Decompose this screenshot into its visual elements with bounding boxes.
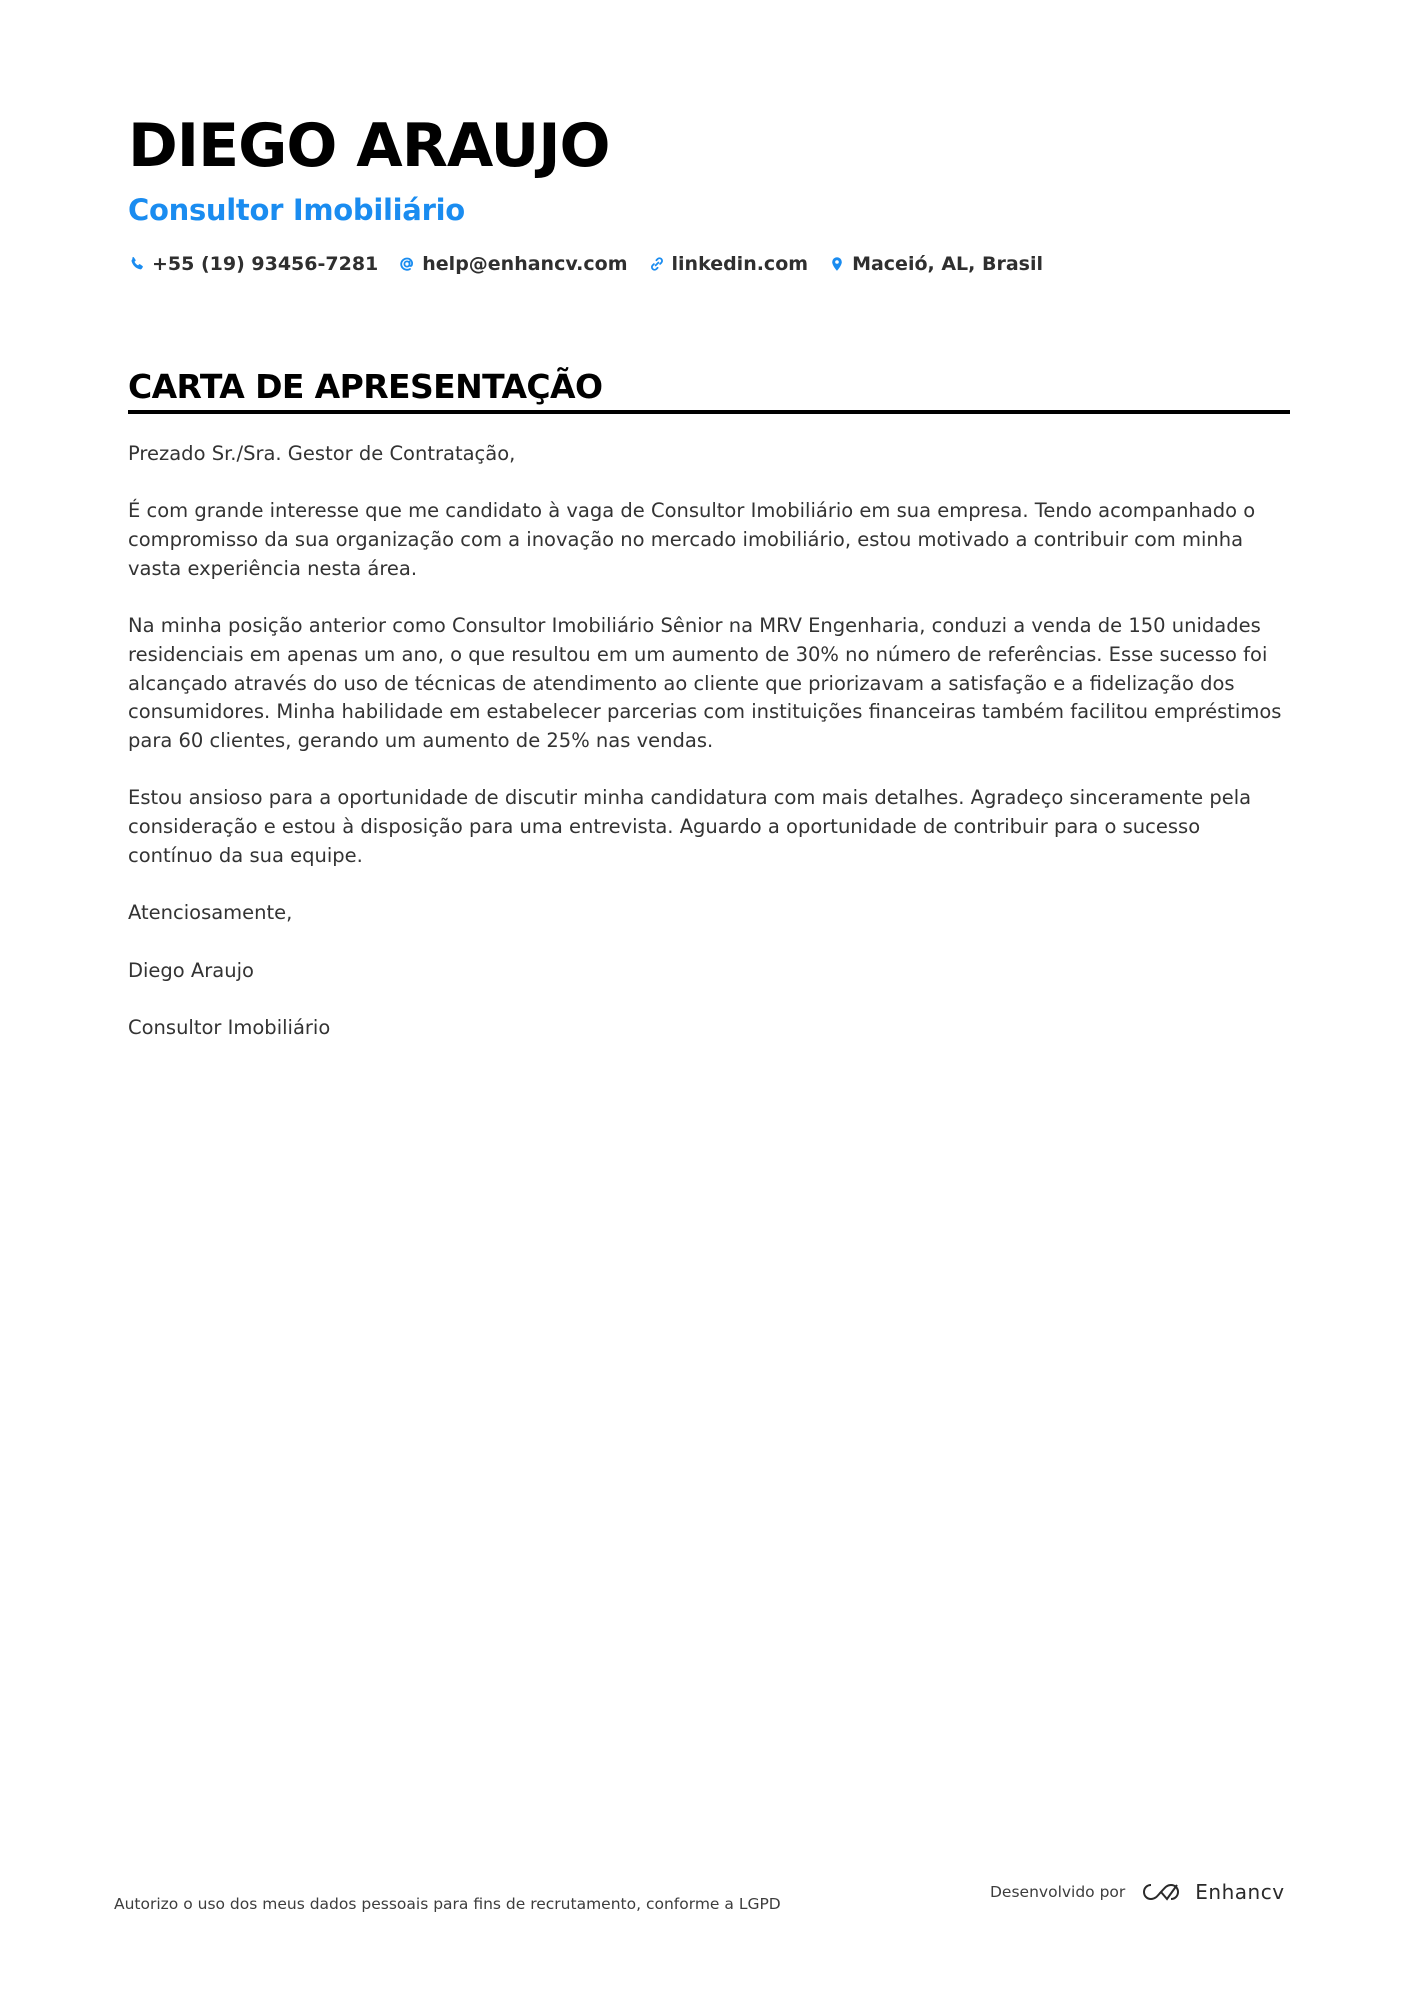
- at-icon: [398, 255, 416, 273]
- phone-icon: [128, 255, 146, 273]
- link-icon: [648, 255, 666, 273]
- section-title: CARTA DE APRESENTAÇÃO: [128, 367, 603, 406]
- powered-by-label: Desenvolvido por: [990, 1883, 1126, 1901]
- letter-body: [128, 440, 1290, 1071]
- letter-closing: Atenciosamente,: [128, 901, 293, 925]
- contact-linkedin-text: linkedin.com: [671, 253, 809, 275]
- lgpd-consent-note: Autorizo o uso dos meus dados pessoais para fins de recrutamento, conforme a LGPD: [114, 1895, 781, 1913]
- enhancv-brand-name: Enhancv: [1195, 1880, 1285, 1904]
- signature-name: Diego Araujo: [128, 958, 254, 982]
- enhancv-logo-icon: [1139, 1880, 1185, 1904]
- letter-salutation: Prezado Sr./Sra. Gestor de Contratação,: [128, 442, 516, 465]
- signature-title: Consultor Imobiliário: [128, 1015, 331, 1039]
- location-pin-icon: [828, 255, 846, 273]
- candidate-name: DIEGO ARAUJO: [128, 111, 610, 181]
- section-divider: [128, 410, 1290, 414]
- contact-bar: [128, 253, 1063, 275]
- powered-by[interactable]: [990, 1880, 1285, 1904]
- contact-phone-text: +55 (19) 93456-7281: [152, 253, 379, 275]
- contact-location: [828, 253, 1043, 275]
- contact-phone[interactable]: [128, 253, 378, 275]
- contact-email[interactable]: [398, 253, 627, 275]
- candidate-title: Consultor Imobiliário: [128, 193, 465, 227]
- contact-email-text: help@enhancv.com: [422, 253, 628, 275]
- letter-paragraph: É com grande interesse que me candidato à vaga de Consultor Imobiliário em sua empresa. Tendo acompanhado o compromisso da sua organização com a inovação no mercado imobiliário, estou motivado a contribuir com minha vasta experiência nesta área.: [128, 499, 1256, 580]
- contact-location-text: Maceió, AL, Brasil: [852, 253, 1043, 275]
- contact-linkedin[interactable]: [648, 253, 809, 275]
- letter-paragraph: Na minha posição anterior como Consultor Imobiliário Sênior na MRV Engenharia, conduzi a venda de 150 unidades residenciais em apenas um ano, o que resultou em um aumento de 30% no número de referências. Esse sucesso foi alcançado através do uso de técnicas de atendimento ao cliente que priorizavam a satisfação e a fidelização dos consumidores. Minha habilidade em estabelecer parcerias com instituições financeiras também facilitou empréstimos para 60 clientes, gerando um aumento de 25% nas vendas.: [128, 614, 1282, 752]
- letter-paragraph: Estou ansioso para a oportunidade de discutir minha candidatura com mais detalhes. Agradeço sinceramente pela consideração e estou à disposição para uma entrevista. Aguardo a oportunidade de contribuir para o sucesso contínuo da sua equipe.: [128, 786, 1252, 867]
